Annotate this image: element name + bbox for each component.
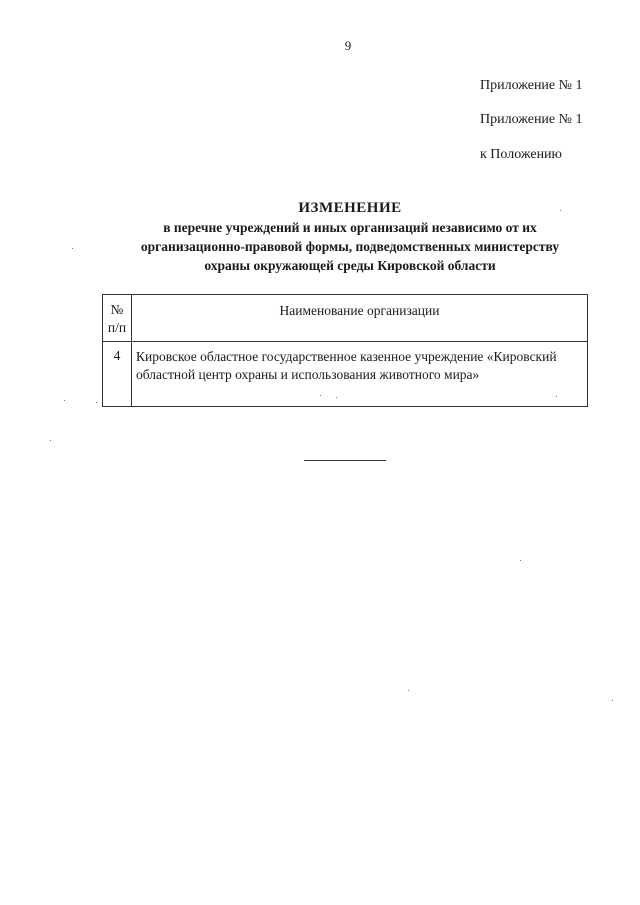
document-subtitle-line: организационно-правовой формы, подведомственных министерству [140, 239, 560, 254]
closing-rule [304, 460, 386, 461]
scan-speck [64, 400, 65, 401]
scan-speck [560, 210, 561, 211]
scan-speck [520, 560, 521, 561]
document-subtitle-line: в перечне учреждений и иных организаций независимо от их [163, 220, 537, 235]
organization-table [102, 294, 588, 407]
row-number: 4 [103, 342, 132, 407]
appendix-label: Приложение № 1 [480, 78, 583, 93]
page-number: 9 [344, 38, 352, 53]
organization-name: Кировское областное государственное казенное учреждение «Кировский областной центр охраны и использования животного мира» [132, 342, 588, 407]
scan-speck [336, 397, 337, 398]
table-header-row [103, 295, 588, 342]
column-header-name: Наименование организации [132, 295, 588, 342]
table-row [103, 342, 588, 407]
column-header-number-abbr: п/п [107, 320, 127, 335]
scan-speck [50, 440, 51, 441]
document-subtitle-line: охраны окружающей среды Кировской области [204, 258, 496, 273]
document-title: ИЗМЕНЕНИЕ [298, 200, 402, 216]
scan-speck [612, 700, 613, 701]
scan-speck [556, 396, 557, 397]
column-header-number-symbol: № [110, 302, 124, 317]
document-heading [90, 200, 610, 275]
scan-speck [72, 248, 73, 249]
scan-speck [408, 690, 409, 691]
scan-speck [96, 402, 97, 403]
appendix-label: Приложение № 1 [480, 112, 583, 127]
appendix-reference: к Положению [480, 147, 563, 162]
column-header-number [103, 295, 132, 342]
scan-speck [320, 395, 321, 396]
